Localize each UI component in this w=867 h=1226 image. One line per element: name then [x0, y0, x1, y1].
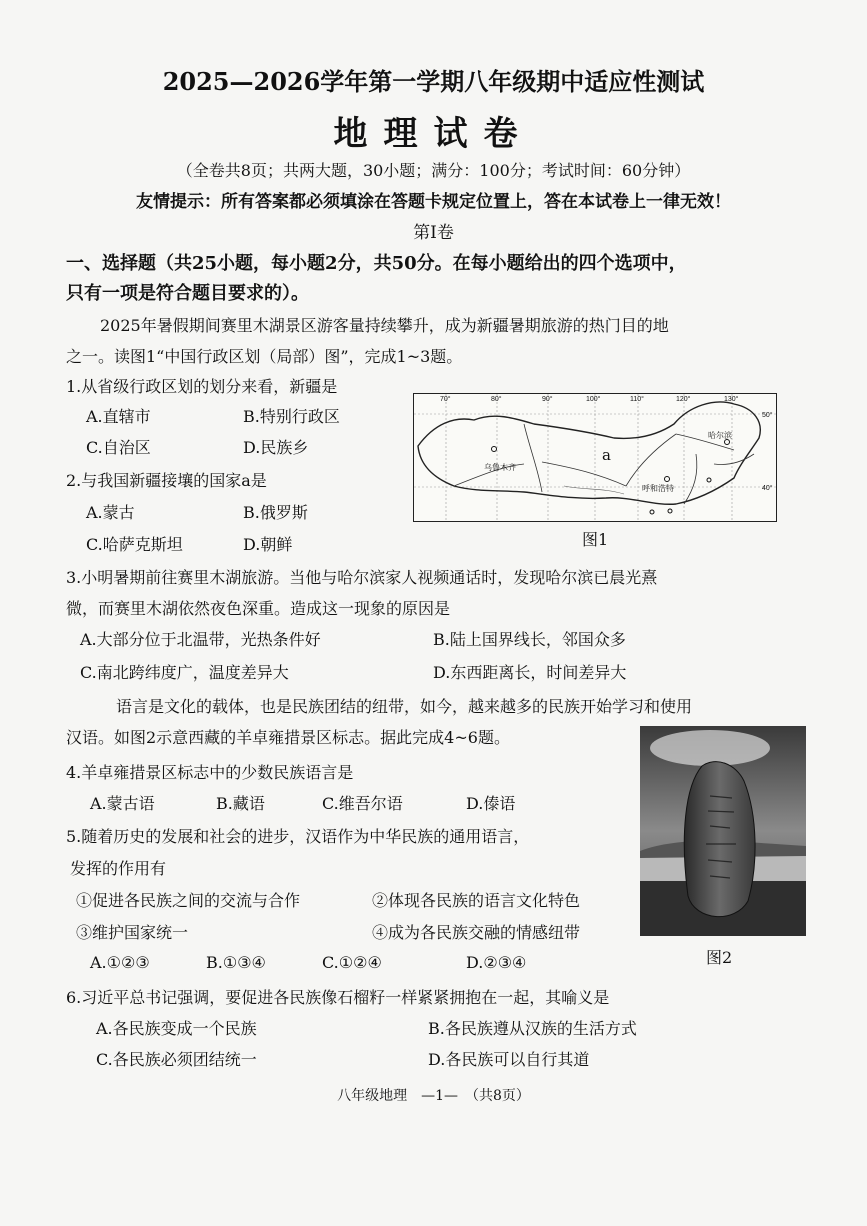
region-a-label: a: [602, 446, 611, 464]
q1-option-c: C.自治区: [86, 438, 151, 457]
q2-option-d: D.朝鲜: [243, 535, 293, 554]
q2-option-b: B.俄罗斯: [243, 503, 308, 522]
q1-option-b: B.特别行政区: [243, 407, 340, 426]
intro2-line1: 语言是文化的载体，也是民族团结的纽带，如今，越来越多的民族开始学习和使用: [116, 697, 693, 716]
q3-option-a: A.大部分位于北温带，光热条件好: [80, 630, 321, 649]
exam-title: 2025—2026学年第一学期八年级期中适应性测试: [162, 67, 705, 96]
china-admin-map: [413, 393, 777, 522]
q6-option-c: C.各民族必须团结统一: [96, 1050, 257, 1069]
city-marker: [707, 478, 711, 482]
harbin-label: 哈尔滨: [708, 431, 732, 440]
q3-option-d: D.东西距离长，时间差异大: [433, 663, 627, 682]
section-heading-line2: 只有一项是符合题目要求的）。: [66, 283, 309, 304]
q5-statement-1: ①促进各民族之间的交流与合作: [76, 891, 301, 910]
lon-label-120: 120°: [676, 396, 691, 403]
q2-option-a: A.蒙古: [86, 503, 135, 522]
q4-option-c: C.维吾尔语: [322, 794, 403, 813]
q3-option-c: C.南北跨纬度广，温度差异大: [80, 663, 289, 682]
map-graphic: [414, 394, 776, 521]
q5-stem-line1: 5.随着历史的发展和社会的进步，汉语作为中华民族的通用语言，: [66, 827, 530, 846]
exam-info: （全卷共8页；共两大题，30小题；满分：100分；考试时间：60分钟）: [176, 161, 691, 180]
lon-label-110: 110°: [630, 396, 644, 403]
q2-stem: 2.与我国新疆接壤的国家a是: [66, 471, 267, 490]
q4-option-d: D.傣语: [466, 794, 516, 813]
q1-stem: 1.从省级行政区划的划分来看，新疆是: [66, 377, 338, 396]
section-heading-line1: 一、选择题（共25小题，每小题2分，共50分。在每小题给出的四个选项中，: [66, 253, 687, 274]
q6-option-d: D.各民族可以自行其道: [428, 1050, 590, 1069]
intro1-line1: 2025年暑假期间赛里木湖景区游客量持续攀升，成为新疆暑期旅游的热门目的地: [100, 316, 669, 335]
q1-option-a: A.直辖市: [86, 407, 151, 426]
city-marker: [668, 509, 672, 513]
lon-label-130: 130°: [724, 396, 739, 403]
lat-label-50: 50°: [762, 412, 773, 419]
urumqi-label: 乌鲁木齐: [484, 463, 516, 472]
page-footer: 八年级地理 —1— （共8页）: [337, 1088, 530, 1104]
part-label: 第Ⅰ卷: [413, 223, 454, 243]
q6-stem: 6.习近平总书记强调，要促进各民族像石榴籽一样紧紧拥抱在一起，其喻义是: [66, 988, 610, 1007]
intro2-line2: 汉语。如图2示意西藏的羊卓雍措景区标志。据此完成4~6题。: [66, 728, 510, 747]
city-marker: [650, 510, 654, 514]
q4-stem: 4.羊卓雍措景区标志中的少数民族语言是: [66, 763, 354, 782]
yamdrok-lake-sign-photo: [640, 726, 806, 936]
map-gridlines: [414, 394, 776, 521]
lat-label-40: 40°: [762, 485, 773, 492]
q4-option-b: B.藏语: [216, 794, 265, 813]
q5-option-b: B.①③④: [206, 953, 266, 972]
q5-option-a: A.①②③: [90, 953, 150, 972]
harbin-marker: [725, 440, 730, 445]
lon-label-90: 90°: [542, 396, 553, 403]
subject-title: 地理试卷: [333, 114, 534, 154]
hohhot-label: 呼和浩特: [642, 484, 674, 493]
figure1-caption: 图1: [582, 530, 609, 549]
q1-option-d: D.民族乡: [243, 438, 309, 457]
q6-option-a: A.各民族变成一个民族: [96, 1019, 257, 1038]
q3-stem-line1: 3.小明暑期前往赛里木湖旅游。当他与哈尔滨家人视频通话时，发现哈尔滨已晨光熹: [66, 568, 658, 587]
q5-option-d: D.②③④: [466, 953, 527, 972]
hohhot-marker: [665, 477, 670, 482]
q5-statement-3: ③维护国家统一: [76, 923, 189, 942]
q5-stem-line2: 发挥的作用有: [70, 859, 167, 878]
q5-statement-4: ④成为各民族交融的情感纽带: [372, 923, 581, 942]
q2-option-c: C.哈萨克斯坦: [86, 535, 183, 554]
q5-statement-2: ②体现各民族的语言文化特色: [372, 891, 581, 910]
urumqi-marker: [492, 447, 497, 452]
friendly-tip: 友情提示：所有答案都必须填涂在答题卡规定位置上，答在本试卷上一律无效！: [136, 192, 731, 212]
q3-option-b: B.陆上国界线长，邻国众多: [433, 630, 626, 649]
lon-label-70: 70°: [440, 396, 451, 403]
q4-option-a: A.蒙古语: [90, 794, 155, 813]
figure2-caption: 图2: [706, 948, 733, 967]
lon-label-80: 80°: [491, 396, 502, 403]
lon-label-100: 100°: [586, 396, 601, 403]
q6-option-b: B.各民族遵从汉族的生活方式: [428, 1019, 637, 1038]
photo-graphic: [640, 726, 806, 936]
q3-stem-line2: 微，而赛里木湖依然夜色深重。造成这一现象的原因是: [66, 599, 451, 618]
intro1-line2: 之一。读图1“中国行政区划（局部）图”，完成1~3题。: [66, 347, 463, 366]
q5-option-c: C.①②④: [322, 953, 382, 972]
